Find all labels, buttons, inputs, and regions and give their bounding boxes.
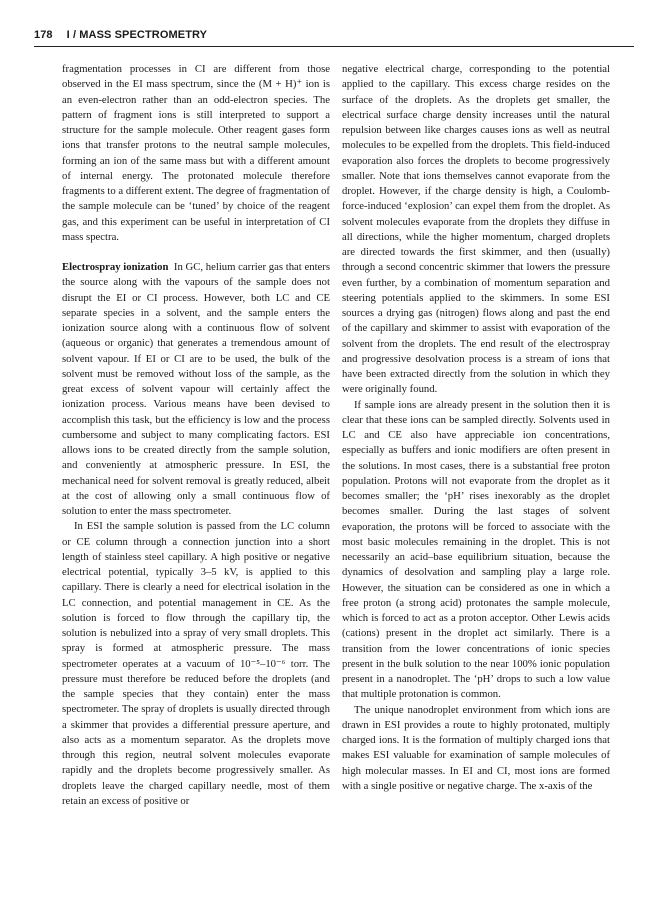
right-paragraph-2: If sample ions are already present in the solution then it is clear that these ions can be sampled directly. Solvents used in LC and CE also have appreciable ion concentrations, especially as buffers and ionic modifiers are often present in the solutions. In most cases, there is a substantial free proton population. Protons will not evaporate from the droplet as it becomes smaller; the ‘pH’ rises inexorably as the droplet becomes smaller. During the last stages of solvent evaporation, the protons will be forced to associate with the most basic molecules remaining in the droplet. This is not necessarily an acid–base equilibrium situation, because the dynamics of desolvation and sampling play a large role. However, the situation can be considered as one in which a free proton (a strong acid) protonates the sample molecule, which is forced to act as a proton acceptor. Other Lewis acids (cations) present in the droplet act similarly. There is a transition from the lower concentrations of ionic species present in the bulk solution to the near 100% ionic population present in a nanodroplet. The ‘pH’ drops to such a low value that multiple protonation is common. (342, 398, 610, 701)
page-number: 178 (34, 29, 53, 41)
left-paragraph-2-body: In GC, helium carrier gas that enters the source along with the vapours of the sample does not disrupt the EI or CI process. However, both LC and CE separate species in a solvent, and the sample enters the ionization source along with a continuous flow of solvent (aqueous or organic) that generates a tremendous amount of solvent vapour. If EI or CI are to be used, the bulk of the solvent must be removed without loss of the sample, as the great excess of solvent vapour will certainly affect the ionization process. Various means have been devised to accomplish this task, but the efficiency is low and the process cumbersome and subject to many complicating factors. ESI allows ions to be created directly from the sample solution, and conveniently at atmospheric pressure. In ESI, the mechanical need for solvent removal is greatly reduced, albeit at the cost of allowing only a small continuous flow of solution to enter the mass spectrometer. (62, 261, 331, 517)
running-header (34, 26, 634, 44)
section-heading-electrospray: Electrospray ionization (62, 261, 169, 273)
left-column (62, 62, 330, 809)
header-rule (34, 46, 634, 47)
right-paragraph-3: The unique nanodroplet environment from which ions are drawn in ESI provides a route to highly protonated, multiply charged ions. It is the formation of multiply charged ions that makes ESI valuable for examination of sample molecules of high molecular masses. In EI and CI, most ions are formed with a single positive or negative charge. The x-axis of the (342, 703, 610, 792)
left-paragraph-1: fragmentation processes in CI are different from those observed in the EI mass spectrum, since the (M + H)⁺ ion is an even-electron rather than an odd-electron species. The pattern of fragment ions is still interpreted to support a structure for the sample molecule. Other reagent gases form ions that transfer protons to the neutral sample molecules, forming an ion of the same mass but with a different amount of internal energy. The protonated molecule therefore fragments to a different extent. The degree of fragmentation of the sample molecule can be ‘tuned’ by choice of the reagent gas, and this experiment can be useful in interpretation of CI mass spectra. (62, 63, 330, 243)
right-column (342, 62, 610, 794)
running-title: I / MASS SPECTROMETRY (66, 29, 208, 41)
right-paragraph-1: negative electrical charge, corresponding to the potential applied to the capillary. This excess charge resides on the surface of the droplets. As the droplets get smaller, the electrical surface charge density increases until the natural repulsion between like charges causes ions as well as neutral molecules to be expelled from the droplets. This field-induced evaporation also forces the droplets to become progressively smaller. Note that ions themselves cannot evaporate from the droplet. However, if the charge density is high, a Coulomb-force-induced ‘explosion’ can expel them from the droplet. As solvent molecules evaporate from the droplets they diffuse in all directions, while the higher momentum, charged droplets are directed towards the first skimmer, and then (usually) through a second concentric skimmer that lowers the pressure even further, by a combination of momentum separation and steering potentials applied to the skimmers. In some ESI sources a drying gas (nitrogen) flows along and past the end of the capillary and skimmer to assist with evaporation of the solvent from the droplets. The end result of the electrospray and progressive desolvation process is a stream of ions that have been extracted directly from the solution in which they were originally found. (342, 63, 610, 396)
left-paragraph-3: In ESI the sample solution is passed from the LC column or CE column through a connection junction into a short length of stainless steel capillary. A high positive or negative electrical potential, typically 3–5 kV, is applied to this capillary. There is clearly a need for electrical isolation in the LC connection, and potential management in CE. As the solution is forced to flow through the capillary tip, the solution is nebulized into a spray of very small droplets. This spray is formed at atmospheric pressure. The mass spectrometer operates at a vacuum of 10⁻⁵–10⁻⁶ torr. The pressure must therefore be reduced before the droplets (and the sample species that they contain) enter the mass spectrometer. The spray of droplets is usually directed through a skimmer that provides a differential pressure aperture, and also acts as a momentum separator. As the droplets move through this region, neutral solvent molecules evaporate rapidly and the droplets become progressively smaller. As droplets leave the charged capillary needle, most of them retain an excess of positive or (62, 520, 330, 807)
left-paragraph-2 (62, 260, 330, 519)
